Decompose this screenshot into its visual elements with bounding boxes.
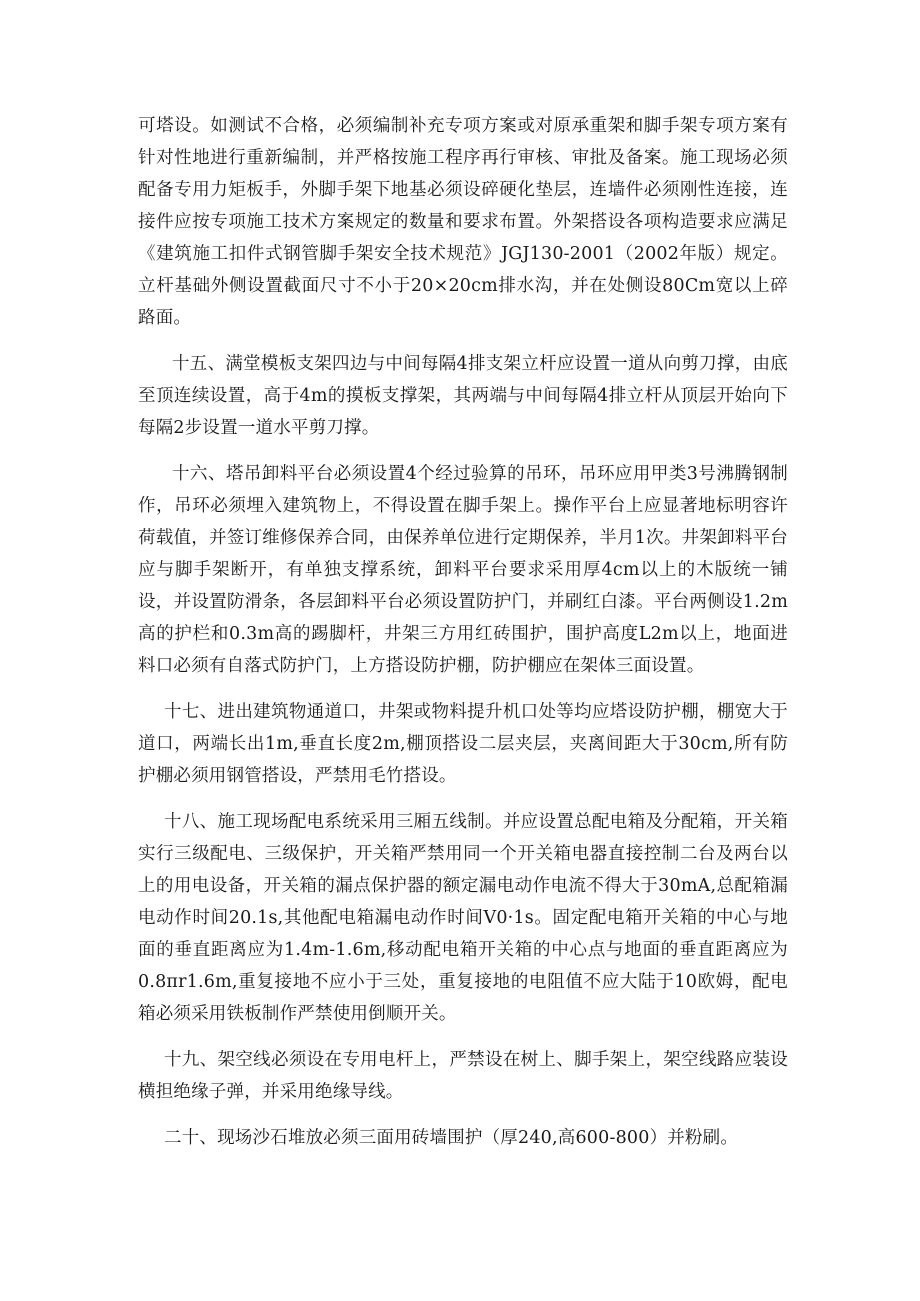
paragraph-item-18: 十八、施工现场配电系统采用三厢五线制。并应设置总配电箱及分配箱，开关箱实行三级配电、三级保护，开关箱严禁用同一个开关箱电器直接控制二台及两台以上的用电设备，开关箱的漏点保护器的额定漏电动作电流不得大于30mA,总配箱漏电动作时间20.1s,其他配电箱漏电动作时间V0·1s。固定配电箱开关箱的中心与地面的垂直距离应为1.4m-1.6m,移动配电箱开关箱的中心点与地面的垂直距离应为0.8πr1.6m,重复接地不应小于三处，重复接地的电阻值不应大陆于10欧姆，配电箱必须采用铁板制作严禁使用倒顺开关。 — [138, 812, 788, 1024]
paragraph-item-15: 十五、满堂模板支架四边与中间每隔4排支架立杆应设置一道从向剪刀撑，由底至顶连续设置，高于4m的摸板支撑架，其两端与中间每隔4排立杆从顶层开始向下每隔2步设置一道水平剪刀撑。 — [138, 354, 788, 438]
paragraph-item-17: 十七、进出建筑物通道口，井架或物料提升机口处等均应塔设防护棚，棚宽大于道口，两端长出1m,垂直长度2m,棚顶搭设二层夹层，夹离间距大于30cm,所有防护棚必须用钢管搭设，严禁用毛竹搭设。 — [138, 702, 788, 786]
paragraph-item-20: 二十、现场沙石堆放必须三面用砖墙围护（厚240,高600-800）并粉刷。 — [164, 1128, 739, 1148]
document-body — [138, 110, 788, 1168]
paragraph-item-19: 十九、架空线必须设在专用电杆上，严禁设在树上、脚手架上，架空线路应装设横担绝缘子弹，并采用绝缘导线。 — [138, 1050, 788, 1102]
paragraph-item-16: 十六、塔吊卸料平台必须设置4个经过验算的吊环，吊环应用甲类3号沸腾钢制作，吊环必须埋入建筑物上，不得设置在脚手架上。操作平台上应显著地标明容许荷载值，并签订维修保养合同，由保养单位进行定期保养，半月1次。井架卸料平台应与脚手架断开，有单独支撑系统，卸料平台要求采用厚4cm以上的木版统一铺设，并设置防滑条，各层卸料平台必须设置防护门，并刷红白漆。平台两侧设1.2m高的护栏和0.3m高的踢脚杆，井架三方用红砖围护，围护高度L2m以上，地面进料口必须有自落式防护门，上方搭设防护棚，防护棚应在架体三面设置。 — [138, 464, 788, 676]
paragraph-continued: 可塔设。如测试不合格，必须编制补充专项方案或对原承重架和脚手架专项方案有针对性地进行重新编制，并严格按施工程序再行审核、审批及备案。施工现场必须配备专用力矩板手，外脚手架下地基必须设碎硬化垫层，连墙件必须刚性连接，连接件应按专项施工技术方案规定的数量和要求布置。外架搭设各项构造要求应满足《建筑施工扣件式钢管脚手架安全技术规范》JGJ130-2001（2002年版）规定。立杆基础外侧设置截面尺寸不小于20×20cm排水沟，并在处侧设80Cm宽以上碎路面。 — [138, 116, 788, 328]
